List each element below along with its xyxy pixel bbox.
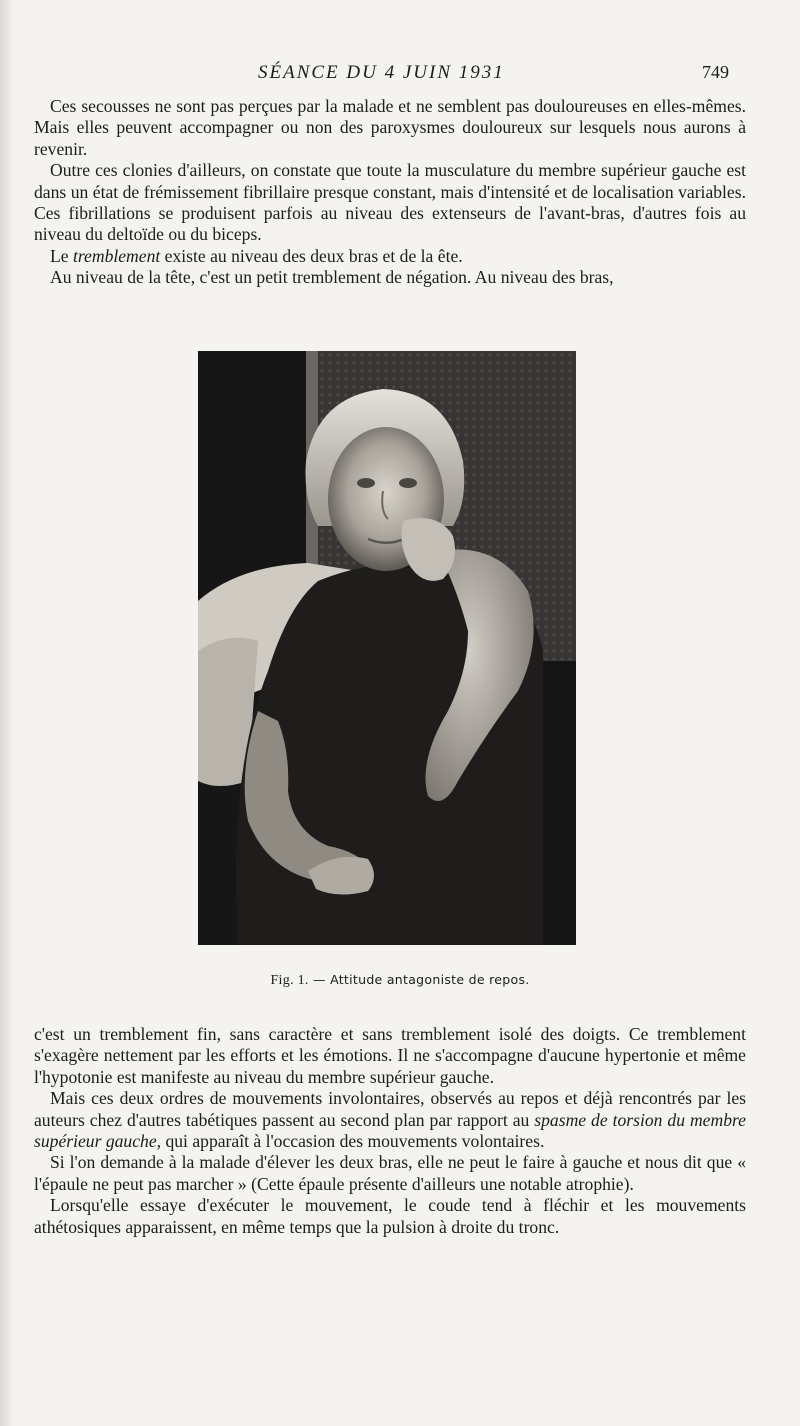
page-header	[0, 62, 800, 88]
figure-label: Fig. 1.	[270, 973, 309, 988]
text-run: Le	[50, 245, 73, 266]
paragraph-epaule: Si l'on demande à la malade d'élever les deux bras, elle ne peut le faire à gauche et nous dit que « l'épaule ne peut pas marcher » (Cette épaule présente d'ailleurs une notable atrophie).	[34, 1152, 746, 1194]
patient-photo	[198, 351, 576, 945]
paragraph-tete: Au niveau de la tête, c'est un petit tremblement de négation. Au niveau des bras,	[50, 267, 614, 288]
figure-photograph	[198, 351, 576, 945]
text-block-bottom	[34, 1024, 746, 1238]
paragraph-clonies: Outre ces clonies d'ailleurs, on constate que toute la musculature du membre supérieur gauche est dans un état de frémissement fibrillaire presque constant, mais d'intensité et de localisation variables. Ces fibrillations se produisent parfois au niveau des extenseurs de l'avant-bras, d'autres fois au niveau du deltoïde ou du biceps.	[34, 160, 746, 245]
paragraph-secousses: Ces secousses ne sont pas perçues par la malade et ne semblent pas douloureuses en elles-mêmes. Mais elles peuvent accompagner ou non des paroxysmes douloureux sur lesquels nous aurons à revenir.	[34, 96, 746, 159]
page-number: 749	[702, 62, 729, 82]
italic-term: tremblement	[72, 245, 161, 266]
figure-caption	[0, 972, 800, 989]
text-run: existe au niveau des deux bras et de la ête.	[160, 245, 463, 266]
text-run: , qui apparaît à l'occasion des mouvements volontaires.	[156, 1131, 545, 1152]
page-edge	[0, 0, 14, 1426]
text-block-top	[34, 96, 746, 289]
paragraph-lorsque: Lorsqu'elle essaye d'exécuter le mouvement, le coude tend à fléchir et les mouvements athétosiques apparaissent, en même temps que la pulsion à droite du tronc.	[34, 1195, 746, 1237]
italic-term: spasme de torsion du membre supérieur gauche	[34, 1109, 746, 1152]
text-run: Mais ces deux ordres de mouvements involontaires, observés au repos et déjà rencontrés par les auteurs chez d'autres tabétiques passent au second plan par rapport au	[34, 1088, 746, 1130]
figure-caption-text: — Attitude antagoniste de repos.	[313, 972, 530, 987]
paragraph-spasme	[34, 1088, 746, 1152]
paragraph-tremblement-fin: c'est un tremblement fin, sans caractère et sans tremblement isolé des doigts. Ce tremblement s'exagère nettement par les efforts et les émotions. Il ne s'accompagne d'aucune hypertonie et même l'hypotonie est manifeste au niveau du membre supérieur gauche.	[34, 1024, 746, 1087]
paragraph-tremblement	[34, 246, 746, 267]
running-title: SÉANCE DU 4 JUIN 1931	[258, 62, 505, 83]
